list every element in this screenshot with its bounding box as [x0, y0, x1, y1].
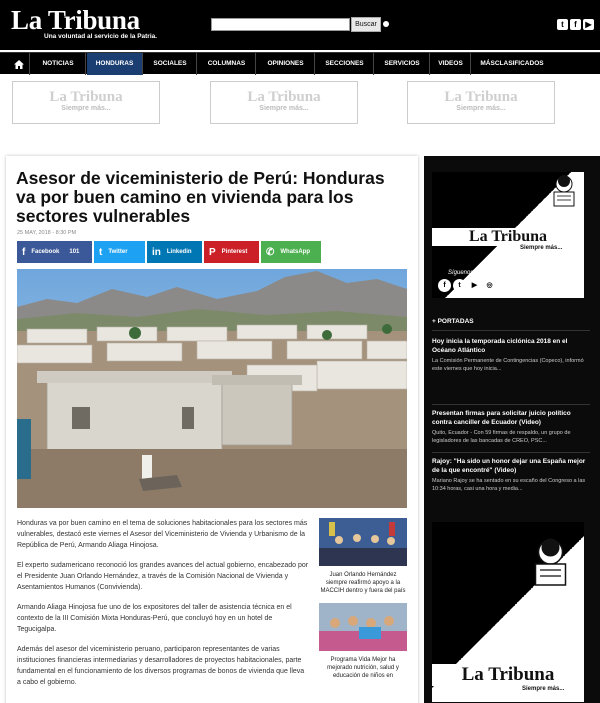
- pinterest-icon: P: [209, 246, 216, 258]
- sidebar-ad-subtitle: Siempre más...: [522, 686, 565, 692]
- share-label: WhatsApp: [280, 249, 311, 255]
- nav-item-honduras[interactable]: HONDURAS: [87, 53, 143, 75]
- article-date: 25 MAY, 2018 - 8:30 PM: [17, 230, 77, 236]
- banner-ad-subtitle: Siempre más...: [456, 105, 506, 112]
- sidebar-news-item[interactable]: [432, 410, 590, 445]
- news-headline[interactable]: Presentan firmas para solicitar juicio político contra canciller de Ecuador (Video): [432, 410, 571, 426]
- sidebar-ad-logo: La Tribuna: [432, 664, 584, 686]
- youtube-icon[interactable]: ▶: [583, 19, 594, 30]
- sidebar-news-item[interactable]: [432, 338, 590, 373]
- banner-ad[interactable]: [407, 81, 555, 124]
- search-icon: [383, 21, 389, 27]
- article-body: [17, 518, 309, 697]
- share-label: Linkedin: [166, 249, 192, 255]
- divider: [432, 404, 590, 405]
- whatsapp-icon: ✆: [266, 246, 275, 258]
- share-facebook-button[interactable]: [17, 241, 92, 263]
- banner-ad-title: La Tribuna: [444, 89, 518, 105]
- divider: [432, 452, 590, 453]
- news-headline[interactable]: Hoy inicia la temporada ciclónica 2018 en el Océano Atlántico: [432, 338, 568, 354]
- facebook-icon[interactable]: f: [438, 279, 451, 292]
- linkedin-icon: in: [152, 246, 161, 258]
- youtube-icon[interactable]: ▶: [468, 279, 481, 292]
- news-summary: Quito, Ecuador - Con 59 firmas de respaldo, un grupo de legisladores de las bancadas de CREO, PSC...: [432, 430, 571, 444]
- sidebar-ad-logo: La Tribuna: [432, 228, 584, 246]
- nav-item-servicios[interactable]: SERVICIOS: [375, 53, 430, 75]
- related-article-image[interactable]: [319, 518, 407, 566]
- related-article-caption[interactable]: Juan Orlando Hernández siempre reafirmó apoyo a la MACCIH dentro y fuera del país: [320, 572, 406, 594]
- article-paragraph: Honduras va por buen camino en el tema de soluciones habitacionales para los sectores más vulnerables, destacó este viernes el Asesor del Viceministerio de Vivienda y Urbanismo de la República de Perú, Armando Aliaga Hinojosa.: [17, 520, 308, 549]
- news-headline[interactable]: Rajoy: "Ha sido un honor dejar una España mejor de la que encontré" (Video): [432, 458, 586, 474]
- search-input[interactable]: [211, 18, 350, 31]
- facebook-icon: f: [22, 246, 26, 258]
- instagram-icon[interactable]: ◎: [483, 279, 496, 292]
- follow-label: Síguenos en:: [448, 270, 484, 276]
- share-label: Pinterest: [221, 249, 248, 255]
- share-pinterest-button[interactable]: [204, 241, 259, 263]
- share-label: Twitter: [108, 249, 128, 255]
- twitter-icon[interactable]: t: [453, 279, 466, 292]
- nav-item-columnas[interactable]: COLUMNAS: [198, 53, 256, 75]
- related-articles: [319, 518, 407, 688]
- banner-ad[interactable]: [12, 81, 160, 124]
- share-twitter-button[interactable]: [94, 241, 145, 263]
- mascot-illustration: [528, 536, 573, 603]
- news-summary: La Comisión Permanente de Contingencias (Copeco), informó este viernes que hoy inicia...: [432, 358, 584, 372]
- article-title: Asesor de viceministerio de Perú: Honduras va por buen camino en vivienda para los sectores vulnerables: [16, 168, 385, 226]
- share-whatsapp-button[interactable]: [261, 241, 321, 263]
- sidebar-social-links: [438, 279, 496, 292]
- article-paragraph: El experto sudamericano reconoció los grandes avances del actual gobierno, encabezado por el Presidente Juan Orlando Hernández, a través de la Comisión Nacional de Vivienda y Asentamientos Humanos (Convivienda).: [17, 562, 309, 591]
- nav-item-masclasificados[interactable]: MÁSCLASIFICADOS: [480, 60, 544, 67]
- share-count: 101: [69, 249, 80, 255]
- portadas-heading[interactable]: + PORTADAS: [432, 318, 474, 325]
- news-summary: Mariano Rajoy se ha sentado en su escaño del Congreso a las 10:34 horas, casi una hora y media...: [432, 478, 586, 492]
- facebook-icon[interactable]: f: [570, 19, 581, 30]
- mascot-illustration: [549, 174, 579, 219]
- nav-item-videos[interactable]: VIDEOS: [431, 53, 471, 75]
- share-label: Facebook: [31, 249, 60, 255]
- nav-item-secciones[interactable]: SECCIONES: [316, 53, 374, 75]
- banner-ad-subtitle: Siempre más...: [259, 105, 309, 112]
- twitter-icon: t: [99, 246, 103, 258]
- article-paragraph: Además del asesor del viceministerio peruano, participaron representantes de varias instituciones financieras intermediarias y desarrolladores de proyectos habitacionales, parte fundamental en el funcionamiento de los diversos programas de bonos de vivienda que lleva a cabo el gobierno.: [17, 646, 305, 686]
- top-header: [0, 0, 600, 50]
- sidebar-ad-subtitle: Siempre más...: [520, 245, 563, 251]
- site-tagline: Una voluntad al servicio de la Patria.: [44, 33, 158, 40]
- search-button[interactable]: Buscar: [351, 17, 381, 32]
- divider: [432, 330, 590, 331]
- article-paragraph: Armando Aliaga Hinojosa fue uno de los expositores del taller de asistencia técnica en el contexto de la III Comisión Mixta Honduras-Perú, que concluyó hoy en un hotel de Tegucigalpa.: [17, 604, 292, 633]
- home-icon[interactable]: [8, 53, 30, 75]
- share-bar: [17, 241, 321, 263]
- related-article-image[interactable]: [319, 603, 407, 651]
- nav-item-opiniones[interactable]: OPINIONES: [257, 53, 315, 75]
- share-linkedin-button[interactable]: [147, 241, 202, 263]
- banner-ad-title: La Tribuna: [49, 89, 123, 105]
- article-photo: [17, 269, 407, 508]
- nav-item-noticias[interactable]: NOTICIAS: [31, 53, 86, 75]
- related-article-caption[interactable]: Programa Vida Mejor ha mejorado nutrición, salud y educación de niños en: [327, 657, 399, 679]
- main-nav: [0, 52, 600, 74]
- sidebar-news-item[interactable]: [432, 458, 590, 493]
- nav-item-sociales[interactable]: SOCIALES: [144, 53, 197, 75]
- header-social-links: [557, 19, 594, 30]
- banner-ad-subtitle: Siempre más...: [61, 105, 111, 112]
- banner-ad-title: La Tribuna: [247, 89, 321, 105]
- banner-ad[interactable]: [210, 81, 358, 124]
- site-logo[interactable]: La Tribuna: [11, 5, 140, 35]
- twitter-icon[interactable]: t: [557, 19, 568, 30]
